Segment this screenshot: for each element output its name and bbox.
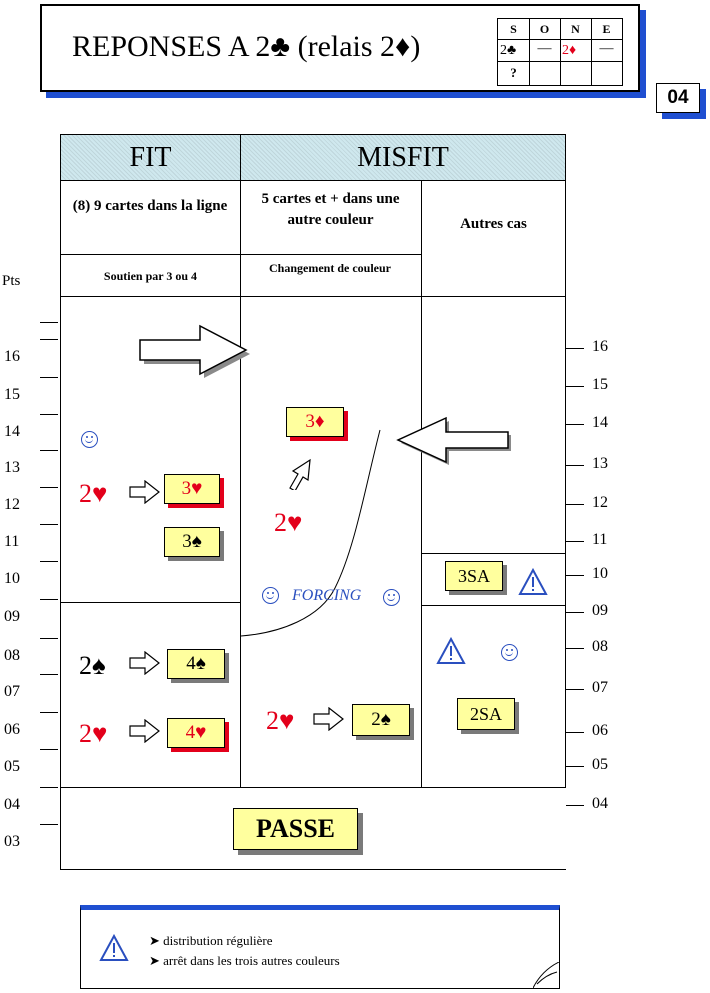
small-arrow-icon	[129, 651, 161, 675]
axis-tick	[566, 648, 584, 649]
small-arrow-icon	[129, 719, 161, 743]
axis-tick	[40, 414, 58, 415]
bid-2h-fit: 2♥	[79, 479, 108, 508]
axis-tick	[566, 805, 584, 806]
axis-tick	[40, 674, 58, 675]
header-misfit	[241, 135, 565, 181]
forcing-label: FORCING	[292, 587, 362, 604]
axis-tick-label: 07	[592, 679, 608, 696]
note-line-1: ➤ distribution régulière	[149, 933, 273, 948]
axis-tick	[566, 575, 584, 576]
axis-tick-label: 12	[4, 496, 20, 513]
axis-tick	[40, 599, 58, 600]
fit-label: FIT	[129, 142, 172, 173]
axis-tick-label: 16	[4, 348, 20, 365]
small-arrow-icon	[313, 707, 345, 731]
bid-2s-fit: 2♠	[79, 651, 106, 680]
bid-2h-misfit: 2♥	[274, 508, 303, 537]
arrow-left-icon	[392, 414, 514, 466]
card-4h: 4♥	[167, 718, 225, 748]
axis-tick-label: 10	[592, 565, 608, 582]
card-2s: 2♠	[352, 704, 410, 736]
bid-2h-fit-low: 2♥	[79, 719, 108, 748]
axis-tick-label: 13	[4, 459, 20, 476]
axis-tick-label: 11	[592, 531, 608, 548]
axis-tick	[40, 487, 58, 488]
axis-tick-label: 14	[4, 423, 20, 440]
axis-tick-label: 06	[4, 721, 20, 738]
bid-cell: 2♦	[562, 43, 577, 58]
axis-tick-label: 13	[592, 455, 608, 472]
axis-tick	[566, 504, 584, 505]
card-3sa: 3SA	[445, 561, 503, 591]
card-3h: 3♥	[164, 474, 220, 504]
bid-header-e: E	[602, 22, 611, 36]
axis-tick-label: 03	[4, 833, 20, 850]
axis-tick	[566, 424, 584, 425]
bid-cell: 2♣	[500, 43, 517, 58]
header-fit	[61, 135, 241, 181]
axis-tick	[40, 450, 58, 451]
axis-tick	[566, 766, 584, 767]
misfit-label: MISFIT	[357, 142, 449, 173]
title-box	[40, 4, 640, 92]
card-4s: 4♠	[167, 649, 225, 679]
axis-tick-label: 12	[592, 494, 608, 511]
page-title: REPONSES A 2♣ (relais 2♦)	[72, 30, 421, 63]
bid-cell: —	[599, 41, 614, 56]
axis-tick-label: 06	[592, 722, 608, 739]
axis-tick-label: 04	[4, 796, 20, 813]
axis-tick	[566, 465, 584, 466]
card-2sa: 2SA	[457, 698, 515, 730]
bid-header-n: N	[571, 22, 580, 36]
smiley-icon	[262, 587, 279, 604]
page-curl-icon	[533, 962, 559, 988]
axis-tick-label: 05	[4, 758, 20, 775]
card-3s: 3♠	[164, 527, 220, 557]
bid-cell: —	[537, 41, 552, 56]
axis-tick-label: 15	[592, 376, 608, 393]
axis-tick	[40, 377, 58, 378]
forcing-curve	[240, 428, 390, 643]
arrow-right-icon	[134, 322, 254, 378]
smiley-icon	[501, 644, 518, 661]
axis-tick	[566, 541, 584, 542]
misfit-description: 5 cartes et + dans une autre couleur	[261, 191, 400, 228]
axis-tick	[40, 787, 58, 788]
warning-icon	[99, 934, 129, 962]
axis-tick-label: 09	[4, 608, 20, 625]
fit-support: Soutien par 3 ou 4	[103, 269, 198, 283]
axis-tick	[40, 824, 58, 825]
card-3d: 3♦	[286, 407, 344, 437]
axis-tick	[566, 689, 584, 690]
axis-tick	[40, 524, 58, 525]
axis-tick-label: 05	[592, 756, 608, 773]
axis-tick	[40, 749, 58, 750]
axis-tick-label: 08	[4, 647, 20, 664]
other-cases: Autres cas	[460, 216, 527, 232]
small-arrow-icon	[129, 480, 161, 504]
warning-icon	[518, 568, 548, 596]
page-number: 04	[656, 83, 700, 113]
smiley-icon	[383, 589, 400, 606]
axis-tick	[566, 612, 584, 613]
axis-tick-label: 08	[592, 638, 608, 655]
axis-tick-label: 09	[592, 602, 608, 619]
axis-tick	[40, 638, 58, 639]
bid-header-o: O	[539, 22, 550, 36]
warning-icon	[436, 637, 466, 665]
axis-tick-label: 10	[4, 570, 20, 587]
bid-header-s: S	[510, 22, 517, 36]
misfit-change: Changement de couleur	[269, 261, 391, 275]
axis-tick-label: 07	[4, 683, 20, 700]
axis-tick	[566, 732, 584, 733]
smiley-icon	[81, 431, 98, 448]
axis-label: Pts	[2, 273, 21, 289]
axis-tick	[40, 712, 58, 713]
axis-tick	[40, 339, 58, 340]
axis-tick	[566, 386, 584, 387]
axis-tick	[40, 561, 58, 562]
axis-tick-label: 16	[592, 338, 608, 355]
card-passe: PASSE	[233, 808, 358, 850]
axis-tick-label: 14	[592, 414, 608, 431]
axis-tick-label: 04	[592, 795, 608, 812]
axis-tick-label: 15	[4, 386, 20, 403]
axis-tick-label: 11	[4, 533, 20, 550]
bid-cell: ?	[510, 65, 517, 80]
note-card	[80, 905, 560, 989]
fit-description: (8) 9 cartes dans la ligne	[72, 198, 228, 214]
axis-tick	[566, 348, 584, 349]
bid-table	[497, 18, 623, 86]
bid-2h-misfit-low: 2♥	[266, 706, 295, 735]
axis-tick	[40, 322, 58, 323]
note-line-2: ➤ arrêt dans les trois autres couleurs	[149, 953, 340, 968]
